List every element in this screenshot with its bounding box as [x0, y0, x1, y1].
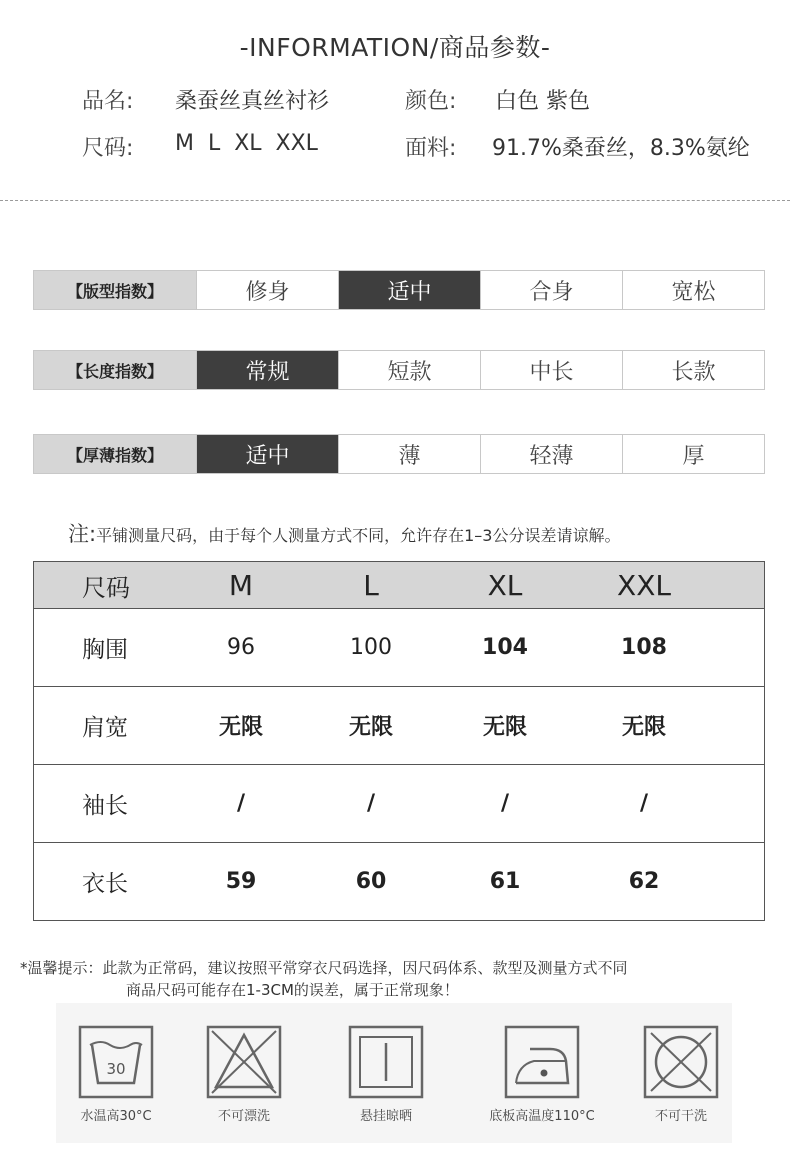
table-cell: 108 [621, 635, 667, 660]
table-row [34, 842, 764, 920]
thickness-index-row [33, 434, 765, 474]
hang-dry-icon [348, 1025, 424, 1099]
fit-option: 宽松 [622, 271, 764, 309]
fit-option-selected: 适中 [338, 271, 480, 309]
table-cell: 96 [227, 635, 255, 660]
table-cell: 62 [628, 869, 660, 894]
table-cell: 59 [225, 869, 257, 894]
length-option: 短款 [338, 351, 480, 389]
size-label: 尺码: [82, 136, 134, 161]
table-cell: 无限 [621, 715, 666, 740]
care-label: 水温高30°C [80, 1109, 152, 1124]
care-label: 不可干洗 [654, 1109, 707, 1124]
size-table-header [34, 562, 764, 608]
care-item-wash [56, 1003, 176, 1124]
color-value: 白色 紫色 [495, 89, 590, 114]
table-cell: / [500, 791, 510, 816]
tips-line-1: *温馨提示：此款为正常码，建议按照平常穿衣尺码选择，因尺码体系、款型及测量方式不同 [20, 959, 628, 977]
length-option: 中长 [480, 351, 622, 389]
table-row [34, 686, 764, 764]
wash-30-icon [78, 1025, 154, 1099]
note-prefix: 注: [68, 522, 97, 546]
care-label: 底板高温度110°C [489, 1109, 595, 1124]
header-cell: L [363, 568, 379, 602]
length-index-row [33, 350, 765, 390]
fit-option: 修身 [196, 271, 338, 309]
name-label: 品名: [82, 89, 134, 114]
fabric-value: 91.7%桑蚕丝，8.3%氨纶 [492, 136, 750, 161]
header-cell: 尺码 [82, 573, 130, 602]
name-value: 桑蚕丝真丝衬衫 [175, 89, 330, 114]
fit-index-row [33, 270, 765, 310]
note-text: 平铺测量尺码，由于每个人测量方式不同，允许存在1–3公分误差请谅解。 [96, 526, 621, 545]
care-item-hang [326, 1003, 446, 1124]
table-cell: 100 [350, 635, 392, 660]
care-item-iron [482, 1003, 602, 1124]
tips-line-2: 商品尺码可能存在1-3CM的误差，属于正常现象！ [126, 981, 459, 999]
length-index-label: 【长度指数】 [34, 351, 196, 389]
row-label: 衣长 [82, 871, 128, 897]
table-cell: 61 [489, 869, 521, 894]
warm-tips [20, 957, 628, 1001]
wash-temp: 30 [106, 1060, 126, 1078]
table-cell: 104 [482, 635, 528, 660]
section-divider [0, 200, 790, 201]
thickness-option: 轻薄 [480, 435, 622, 473]
no-bleach-icon [206, 1025, 282, 1099]
size-table [33, 561, 765, 921]
table-cell: 无限 [218, 715, 263, 740]
header-cell: XL [487, 568, 523, 602]
care-label: 不可漂洗 [217, 1109, 270, 1124]
header-cell: M [228, 568, 254, 602]
table-row [34, 608, 764, 686]
table-cell: / [236, 791, 246, 816]
table-cell: 无限 [348, 715, 393, 740]
color-label: 颜色: [405, 89, 457, 114]
fit-index-label: 【版型指数】 [34, 271, 196, 309]
table-cell: / [366, 791, 376, 816]
row-label: 袖长 [82, 793, 128, 819]
thickness-option: 厚 [622, 435, 764, 473]
page-title: -INFORMATION/商品参数- [239, 33, 551, 62]
size-value: M L XL XXL [175, 131, 318, 156]
table-cell: 60 [355, 869, 387, 894]
table-cell: / [639, 791, 649, 816]
care-label: 悬挂晾晒 [359, 1109, 412, 1124]
length-option-selected: 常规 [196, 351, 338, 389]
row-label: 胸围 [82, 637, 128, 663]
header-cell: XXL [617, 568, 671, 602]
care-item-dry-clean [621, 1003, 741, 1124]
table-cell: 无限 [482, 715, 527, 740]
no-dry-clean-icon [643, 1025, 719, 1099]
row-label: 肩宽 [82, 715, 128, 741]
thickness-option: 薄 [338, 435, 480, 473]
length-option: 长款 [622, 351, 764, 389]
fit-option: 合身 [480, 271, 622, 309]
table-row [34, 764, 764, 842]
iron-110-icon [504, 1025, 580, 1099]
thickness-option-selected: 适中 [196, 435, 338, 473]
care-item-bleach [184, 1003, 304, 1124]
fabric-label: 面料: [405, 136, 457, 161]
measurement-note [68, 518, 620, 548]
thickness-index-label: 【厚薄指数】 [34, 435, 196, 473]
care-instructions [56, 1003, 732, 1143]
